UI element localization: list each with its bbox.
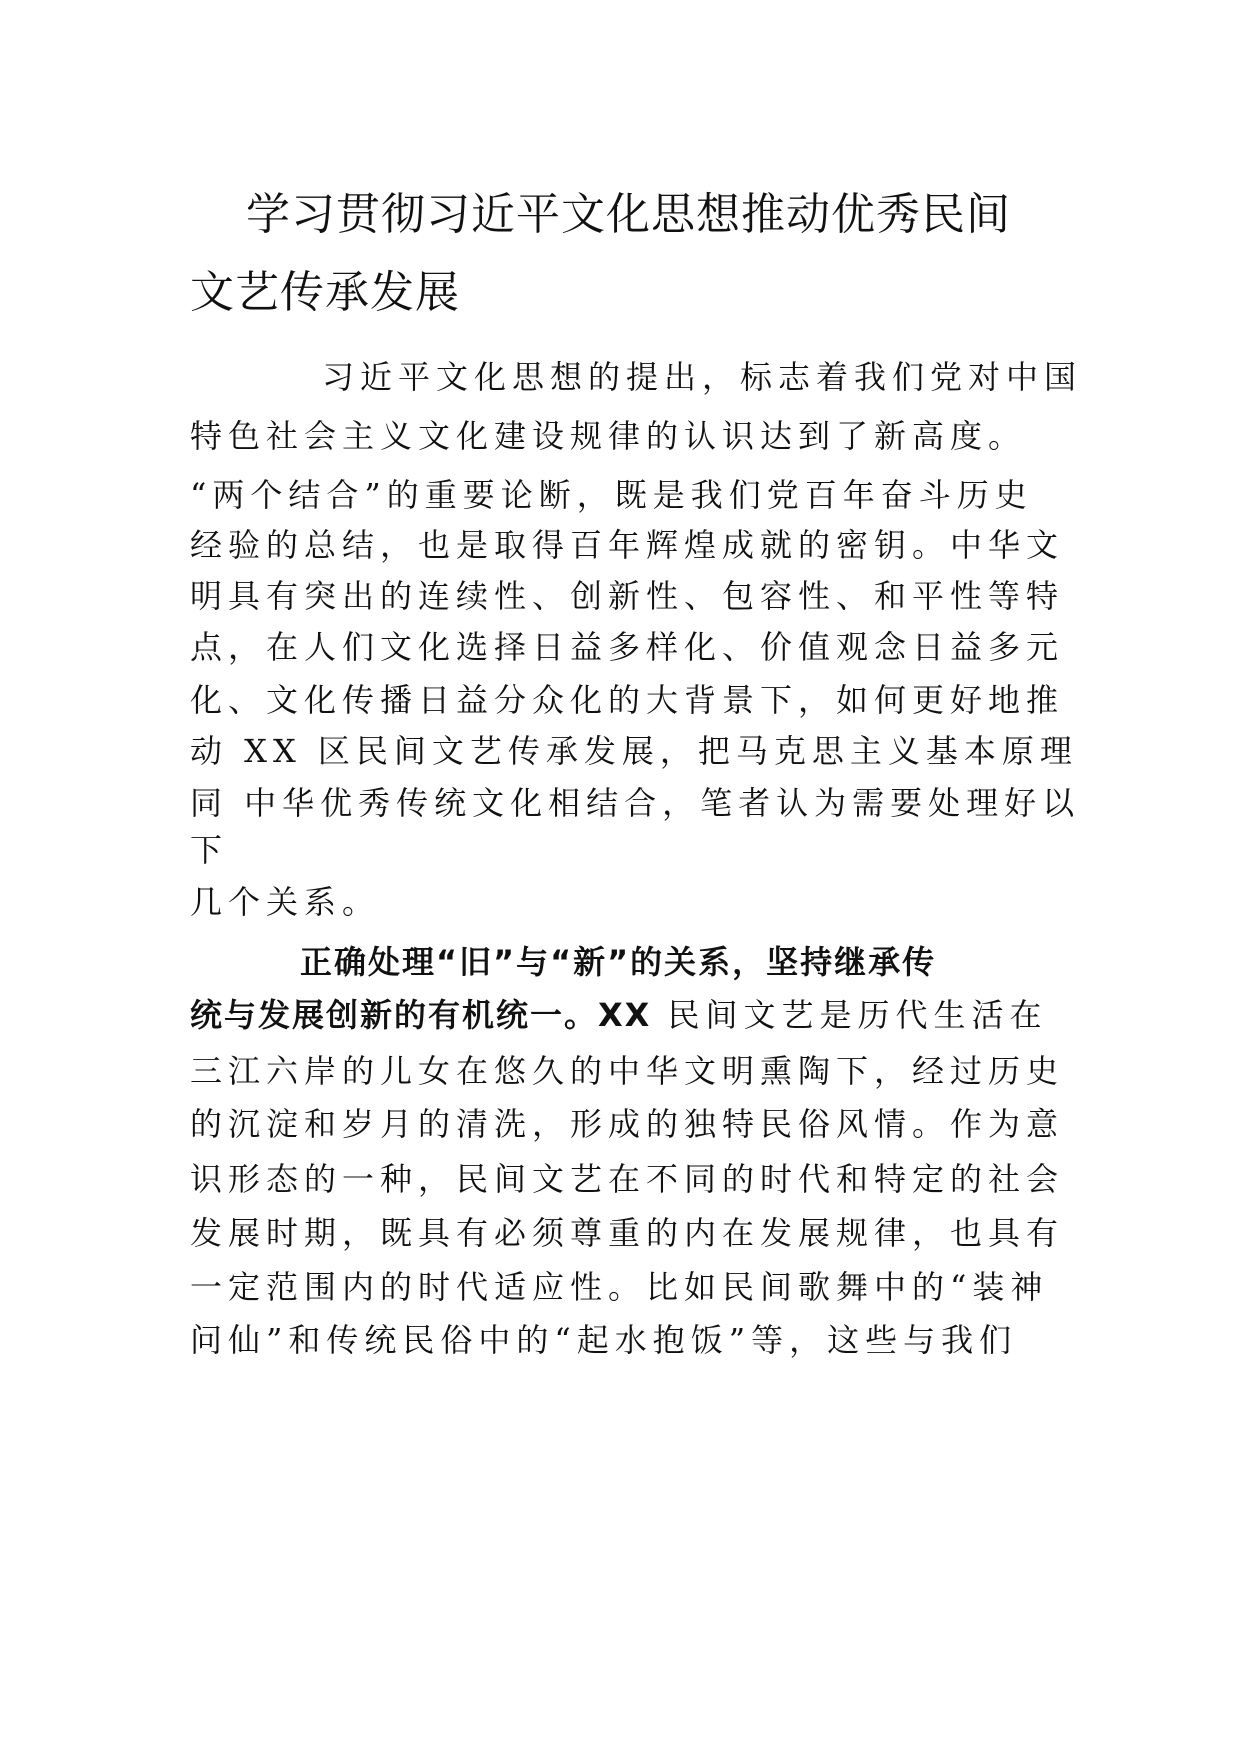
title-line-1: 学习贯彻习近平文化思想推动优秀民间 <box>246 189 1011 240</box>
document-title <box>190 176 1070 332</box>
paragraph-1-line: 动 XX 区民间文艺传承发展，把马克思主义基本原理 <box>190 732 1078 770</box>
paragraph-1-line: 同 中华优秀传统文化相结合，笔者认为需要处理好以 <box>190 784 1081 822</box>
section-1-line: 的沉淀和岁月的清洗，形成的独特民俗风情。作为意 <box>190 1105 1065 1143</box>
paragraph-1-line: 习近平文化思想的提出，标志着我们党对中国 <box>322 358 1083 396</box>
paragraph-1-line: “两个结合”的重要论断，既是我们党百年奋斗历史 <box>190 476 1033 514</box>
section-1-line: 三江六岸的儿女在悠久的中华文明熏陶下，经过历史 <box>190 1052 1065 1090</box>
section-1-line: 识形态的一种，民间文艺在不同的时代和特定的社会 <box>190 1160 1065 1198</box>
section-1-heading-end: 统与发展创新的有机统一。XX <box>190 996 652 1034</box>
paragraph-1-line: 下 <box>190 831 229 869</box>
paragraph-1-line: 点，在人们文化选择日益多样化、价值观念日益多元 <box>190 628 1065 666</box>
section-1-line-2 <box>190 995 1048 1035</box>
section-1-line: 一定范围内的时代适应性。比如民间歌舞中的“装神 <box>190 1268 1049 1306</box>
paragraph-1-line: 化、文化传播日益分众化的大背景下，如何更好地推 <box>190 681 1065 719</box>
section-1-line: 发展时期，既具有必须尊重的内在发展规律，也具有 <box>190 1214 1065 1252</box>
paragraph-1-line: 几个关系。 <box>190 883 381 921</box>
paragraph-1-line: 特色社会主义文化建设规律的认识达到了新高度。 <box>190 417 1027 455</box>
section-1-heading-line-1: 正确处理“旧”与“新”的关系，坚持继承传 <box>300 943 937 981</box>
section-1-line: 问仙”和传统民俗中的“起水抱饭”等，这些与我们 <box>190 1321 1018 1359</box>
section-1-line-2-text: 民间文艺是历代生活在 <box>651 996 1048 1034</box>
paragraph-1-line: 明具有突出的连续性、创新性、包容性、和平性等特 <box>190 577 1065 615</box>
paragraph-1-line: 经验的总结，也是取得百年辉煌成就的密钥。中华文 <box>190 526 1065 564</box>
title-line-2: 文艺传承发展 <box>190 267 460 318</box>
